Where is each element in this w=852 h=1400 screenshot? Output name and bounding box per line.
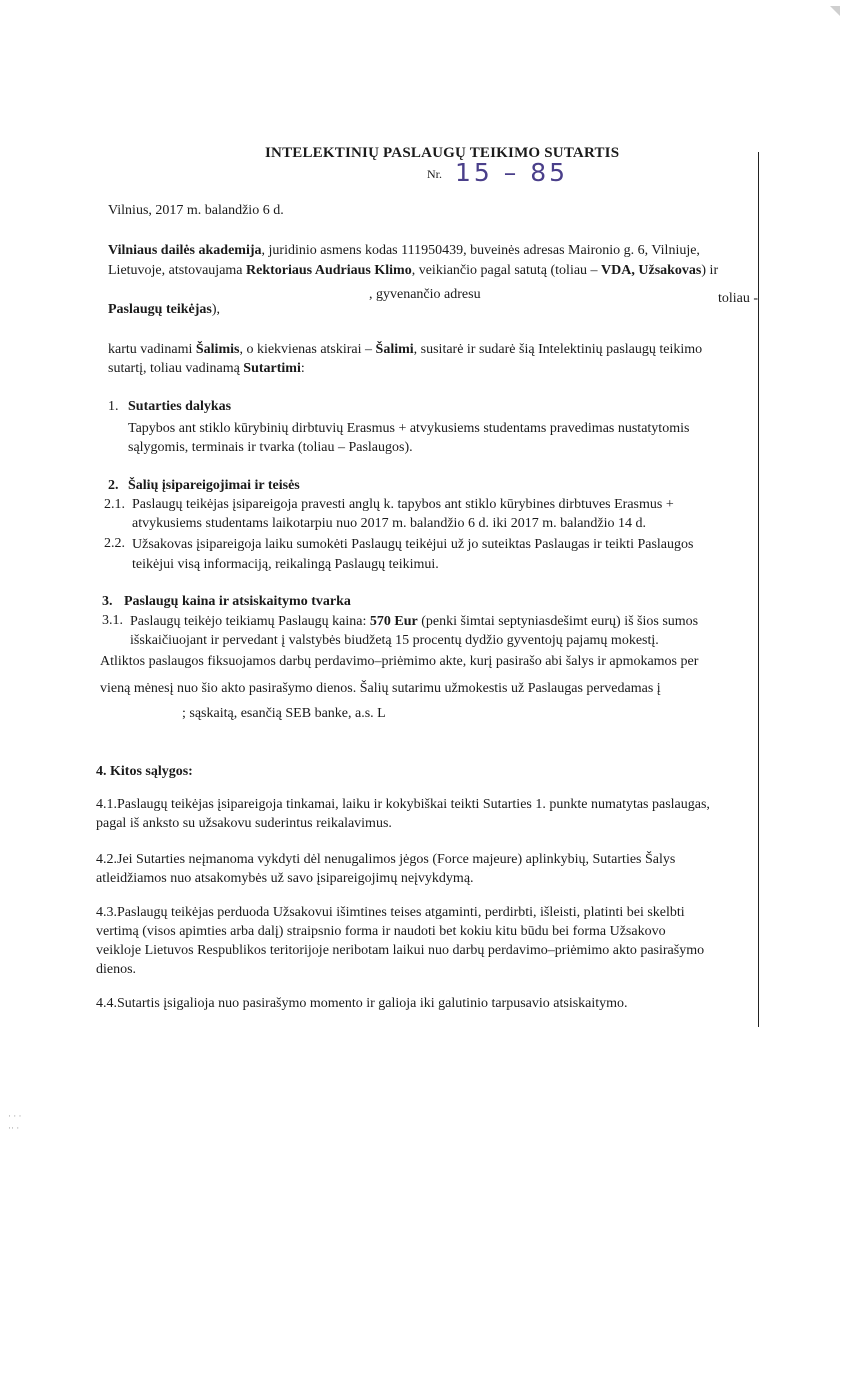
contract-number-label: Nr. (427, 167, 442, 181)
parties-text: , o kiekvienas atskirai – (239, 342, 376, 357)
clause-2-1-number: 2.1. (104, 497, 125, 512)
payment-line-4: vieną mėnesį nuo šio akto pasirašymo dienos. Šalių sutarimu užmokestis už Paslaugas pervedamas į (100, 681, 661, 696)
folded-corner (830, 6, 840, 16)
section-4-heading: 4. Kitos sąlygos: (96, 764, 193, 779)
clause-2-1-line-2: atvykusiems studentams laikotarpiu nuo 2017 m. balandžio 6 d. iki 2017 m. balandžio 14 d. (132, 516, 647, 531)
intro-address-label: , gyvenančio adresu (369, 287, 481, 302)
section-1-heading: Sutarties dalykas (128, 399, 232, 414)
price-text: Paslaugų teikėjo teikiamų Paslaugų kaina: (130, 614, 370, 629)
price-text: (penki šimtai septyniasdešimt eurų) iš šios sumos (417, 614, 699, 629)
margin-rule (758, 152, 759, 1027)
clause-2-2-line-1: Užsakovas įsipareigoja laiku sumokėti Paslaugų teikėjui už jo suteiktas Paslaugas ir teikti Paslaugos (132, 537, 694, 552)
parties-term: Šalimis (195, 342, 240, 357)
parties-text: sutartį, toliau vadinamą (108, 361, 244, 376)
parties-text: : (300, 361, 305, 376)
document-title: INTELEKTINIŲ PASLAUGŲ TEIKIMO SUTARTIS (265, 145, 620, 161)
intro-line-1 (108, 243, 700, 259)
clause-4-1-line-2: pagal iš anksto su užsakovu suderintus reikalavimus. (96, 816, 392, 831)
clause-4-3-line-4: dienos. (96, 962, 137, 977)
clause-2-2-line-2: teikėjui visą informaciją, reikalingą Paslaugų teikimui. (132, 557, 439, 572)
clause-3-1-line-2: išskaičiuojant ir pervedant į valstybės biudžetą 15 procentų dydžio gyventojų pajamų mokestį. (130, 633, 659, 648)
payment-line-5: ; sąskaitą, esančią SEB banke, a.s. L (182, 706, 386, 721)
clause-4-4-line-1: 4.4.Sutartis įsigalioja nuo pasirašymo momento ir galioja iki galutinio tarpusavio atsiskaitymo. (96, 996, 628, 1011)
section-3-number: 3. (102, 594, 113, 609)
price-value: 570 Eur (369, 614, 418, 629)
contract-number-handwritten: 15 – 85 (455, 158, 569, 187)
clause-4-2-line-2: atleidžiamos nuo atsakomybės už savo įsipareigojimų neįvykdymą. (96, 871, 474, 886)
section-3-heading: Paslaugų kaina ir atsiskaitymo tvarka (124, 594, 351, 609)
intro-line-4 (108, 302, 220, 318)
parties-text: , susitarė ir sudarė šią Intelektinių paslaugų teikimo (413, 342, 703, 357)
parties-line-2 (108, 361, 305, 377)
section-2-heading: Šalių įsipareigojimai ir teisės (128, 478, 300, 493)
clause-2-2-number: 2.2. (104, 536, 125, 551)
clause-3-1-number: 3.1. (102, 613, 123, 628)
party-alias: VDA, Užsakovas (601, 263, 702, 278)
clause-4-3-line-3: veikloje Lietuvos Respublikos teritorijoje neribotam laikui nuo darbų perdavimo–priėmimo akto pasirašymo (96, 943, 705, 958)
scan-specks: · · · ·· · (8, 1111, 22, 1133)
intro-text: Lietuvoje, atstovaujama (108, 263, 247, 278)
clause-4-1-line-1: 4.1.Paslaugų teikėjas įsipareigoja tinkamai, laiku ir kokybiškai teikti Sutarties 1. punkte numatytas paslaugas, (96, 797, 710, 812)
intro-text: , juridinio asmens kodas 111950439, buveinės adresas Maironio g. 6, Vilniuje, (261, 243, 700, 258)
party-provider-alias: Paslaugų teikėjas (108, 302, 212, 317)
party-vda-name: Vilniaus dailės akademija (108, 243, 262, 258)
clause-3-1-line-1 (130, 614, 698, 630)
parties-text: kartu vadinami (108, 342, 196, 357)
section-2-number: 2. (108, 478, 119, 493)
section-1-number: 1. (108, 399, 119, 414)
payment-line-3: Atliktos paslaugos fiksuojamos darbų perdavimo–priėmimo akte, kurį pasirašo abi šalys ir apmokamos per (100, 654, 699, 669)
intro-text: ) ir (701, 263, 719, 278)
section-1-line-1: Tapybos ant stiklo kūrybinių dirbtuvių Erasmus + atvykusiems studentams pravedimas nustatytomis (128, 421, 690, 436)
place-date: Vilnius, 2017 m. balandžio 6 d. (108, 203, 284, 218)
clause-4-3-line-2: vertimą (visos apimties arba dalį) straipsnio forma ir naudoti bet kokiu kitu būdu bei forma Užsakovo (96, 924, 666, 939)
parties-term: Šalimi (375, 342, 414, 357)
intro-text: ), (211, 302, 221, 317)
intro-toliau: toliau - (718, 291, 759, 306)
intro-text: , veikiančio pagal satutą (toliau – (411, 263, 602, 278)
clause-2-1-line-1: Paslaugų teikėjas įsipareigoja pravesti anglų k. tapybos ant stiklo kūrybines dirbtuves Erasmus + (132, 497, 674, 512)
clause-4-3-line-1: 4.3.Paslaugų teikėjas perduoda Užsakovui išimtines teises atgaminti, perdirbti, išleisti, platinti bei skelbti (96, 905, 685, 920)
parties-line-1 (108, 342, 702, 358)
intro-line-2 (108, 263, 718, 279)
section-1-line-2: sąlygomis, terminais ir tvarka (toliau – Paslaugos). (128, 440, 413, 455)
clause-4-2-line-1: 4.2.Jei Sutarties neįmanoma vykdyti dėl nenugalimos jėgos (Force majeure) aplinkybių, Sutarties Šalys (96, 852, 676, 867)
contract-term: Sutartimi (243, 361, 301, 376)
rector-name: Rektoriaus Audriaus Klimo (246, 263, 412, 278)
